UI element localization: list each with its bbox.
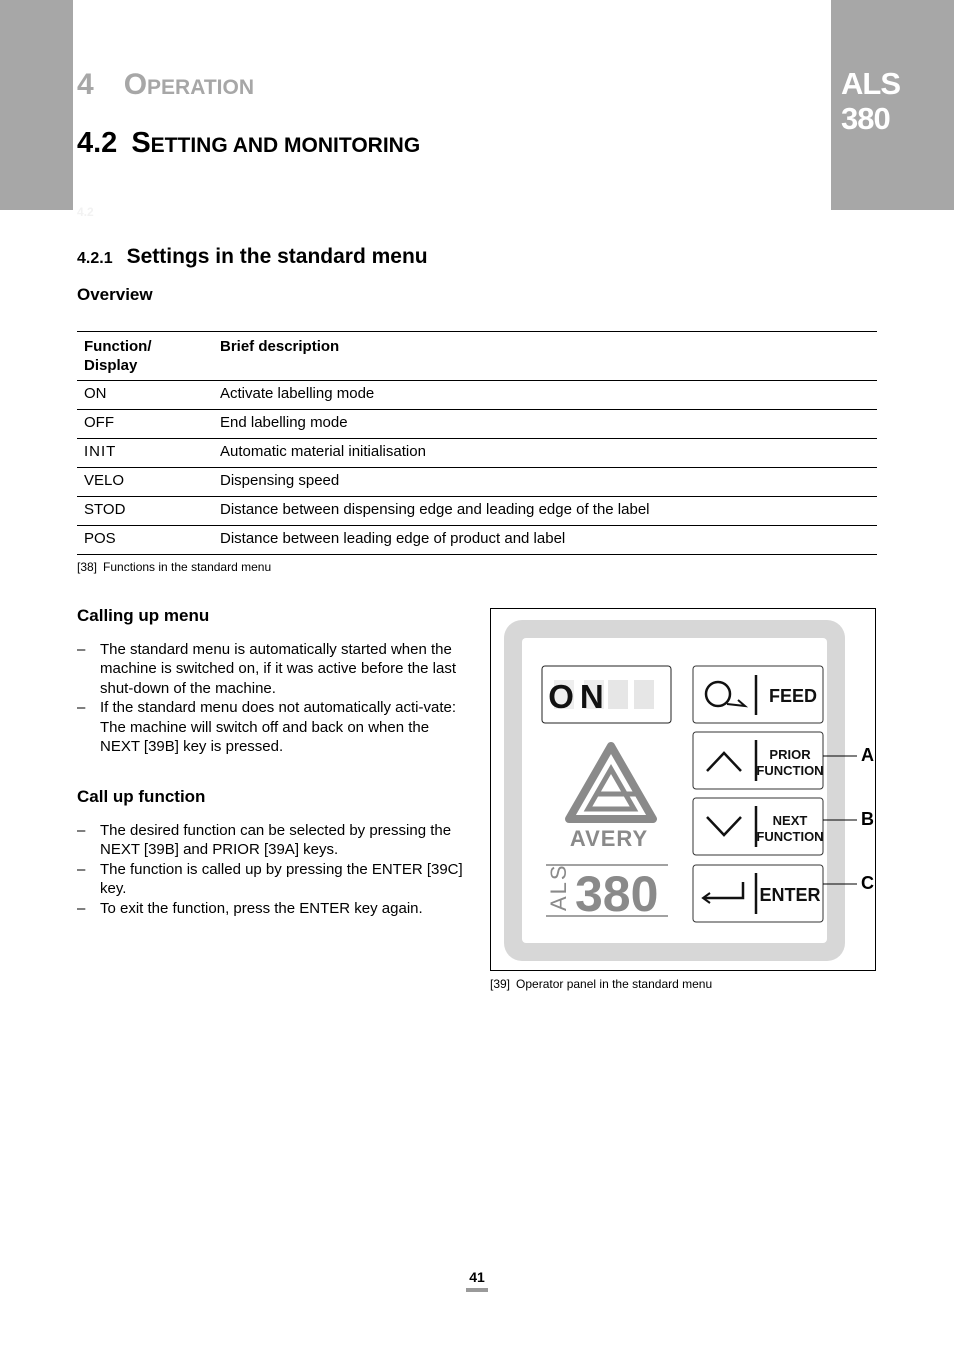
- callout-label-b: B: [861, 809, 874, 829]
- callout-label-c: C: [861, 873, 874, 893]
- table-row: [77, 526, 877, 555]
- operator-panel-figure: [490, 608, 876, 971]
- table-cell-function: OFF: [77, 410, 213, 439]
- table-row: [77, 381, 877, 410]
- page-number-bar: [466, 1288, 488, 1292]
- figure-caption-text: Operator panel in the standard menu: [516, 977, 713, 991]
- table-row: [77, 410, 877, 439]
- next-function-button[interactable]: [693, 798, 824, 855]
- table-cell-description: Distance between leading edge of product and label: [213, 526, 877, 555]
- header-grey-band-left: [0, 0, 73, 210]
- calling-up-menu-heading: Calling up menu: [77, 606, 210, 625]
- table-caption: [77, 560, 271, 574]
- model-prefix: ALS: [546, 863, 571, 911]
- table-cell-description: End labelling mode: [213, 410, 877, 439]
- subsection-title-text: Settings in the standard menu: [126, 245, 428, 268]
- enter-label: ENTER: [759, 885, 821, 905]
- table-header-function-text: Function/ Display: [84, 338, 152, 374]
- chapter-number: 4: [77, 68, 94, 101]
- table-cell-function: ON: [77, 381, 213, 410]
- chapter-title: [77, 68, 254, 102]
- list-item: – If the standard menu does not automatically acti-vate: The machine will switch off and back on when the NEXT [39B] key is pressed.: [77, 698, 467, 756]
- table-header-description: Brief description: [213, 332, 877, 381]
- chapter-title-rest: PERATION: [147, 76, 254, 99]
- logo-text: AVERY: [569, 826, 649, 851]
- section-title-rest: ETTING AND MONITORING: [150, 134, 421, 157]
- section-number: 4.2: [77, 127, 118, 159]
- figure-caption-number: [39]: [490, 977, 511, 991]
- table-row: [77, 439, 877, 468]
- model-number: 380: [575, 866, 659, 922]
- table-cell-function: POS: [77, 526, 213, 555]
- next-label-line-1: NEXT: [772, 813, 808, 828]
- table-header-function: [77, 332, 213, 381]
- call-up-function-heading: Call up function: [77, 787, 206, 806]
- table-row: [77, 468, 877, 497]
- section-title-initial: S: [131, 127, 151, 159]
- table-caption-text: Functions in the standard menu: [103, 560, 272, 574]
- list-item: – The function is called up by pressing the ENTER [39C] key.: [77, 860, 467, 899]
- next-label-line-2: FUNCTION: [756, 829, 824, 844]
- feed-button[interactable]: [693, 666, 823, 723]
- feed-label: FEED: [768, 686, 818, 706]
- table-header-row: [77, 332, 877, 381]
- operator-panel-illustration: [491, 609, 875, 970]
- brand-line-2: 380: [841, 101, 890, 136]
- table-cell-function: VELO: [77, 468, 213, 497]
- display-text: ON: [548, 678, 610, 715]
- subsection-title: [77, 245, 428, 269]
- display-window: [542, 666, 671, 723]
- table-cell-function: STOD: [77, 497, 213, 526]
- calling-up-menu-list: [77, 640, 467, 756]
- page-number: 41: [469, 1269, 485, 1285]
- callout-label-a: A: [861, 745, 874, 765]
- functions-table: [77, 331, 877, 555]
- figure-caption: [490, 977, 712, 991]
- product-brand: [841, 66, 900, 136]
- table-cell-description: Activate labelling mode: [213, 381, 877, 410]
- prior-label-line-2: FUNCTION: [756, 763, 824, 778]
- enter-button[interactable]: [693, 865, 823, 922]
- list-item: – To exit the function, press the ENTER key again.: [77, 899, 467, 918]
- table-caption-number: [38]: [77, 560, 98, 574]
- overview-heading: Overview: [77, 285, 153, 304]
- prior-label-line-1: PRIOR: [769, 747, 811, 762]
- table-cell-description: Automatic material initialisation: [213, 439, 877, 468]
- table-row: [77, 497, 877, 526]
- table-cell-description: Distance between dispensing edge and leading edge of the label: [213, 497, 877, 526]
- table-cell-description: Dispensing speed: [213, 468, 877, 497]
- list-item: – The desired function can be selected by pressing the NEXT [39B] and PRIOR [39A] keys.: [77, 821, 467, 860]
- subsection-number: 4.2.1: [77, 250, 113, 267]
- brand-line-1: ALS: [841, 66, 900, 101]
- chapter-title-initial: O: [123, 68, 148, 101]
- section-title: [77, 127, 420, 160]
- call-up-function-list: [77, 821, 467, 918]
- prior-function-button[interactable]: [693, 732, 824, 789]
- table-cell-function: INIT: [77, 439, 213, 468]
- list-item: – The standard menu is automatically started when the machine is switched on, if it was active before the last shut-down of the machine.: [77, 640, 467, 698]
- faint-section-marker: 4.2: [77, 205, 94, 219]
